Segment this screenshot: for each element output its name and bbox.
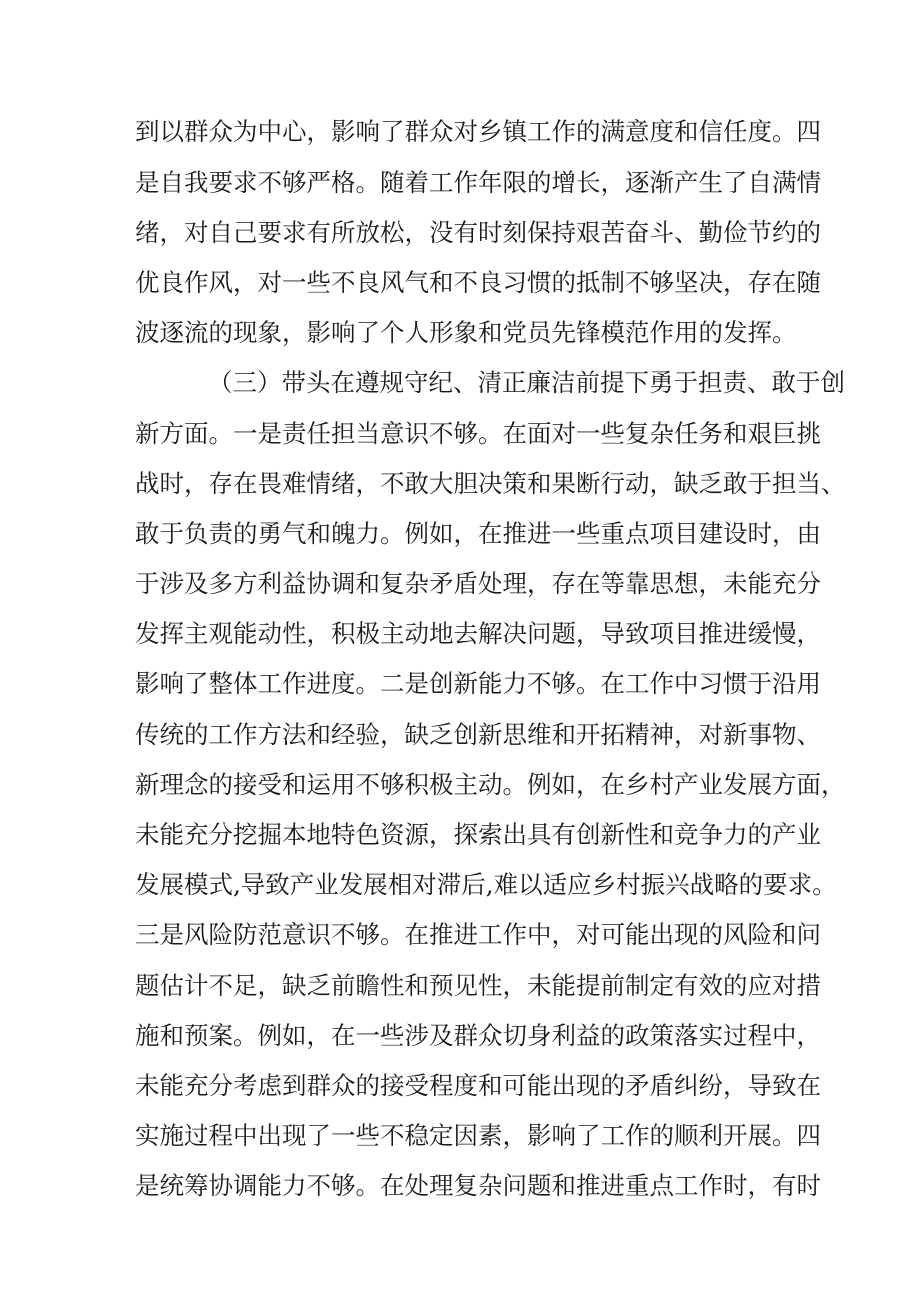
text-line-11: 发挥主观能动性，积极主动地去解决问题，导致项目推进缓慢， [135, 619, 821, 648]
text-line-14: 新理念的接受和运用不够积极主动。例如，在乡村产业发展方面， [135, 770, 846, 799]
text-line-15: 未能充分挖掘本地特色资源，探索出具有创新性和竞争力的产业 [135, 820, 821, 849]
text-line-20: 未能充分考虑到群众的接受程度和可能出现的矛盾纠纷，导致在 [135, 1071, 821, 1100]
text-line-19: 施和预案。例如，在一些涉及群众切身利益的政策落实过程中， [135, 1021, 821, 1050]
text-line-12: 影响了整体工作进度。二是创新能力不够。在工作中习惯于沿用 [135, 669, 821, 698]
text-line-13: 传统的工作方法和经验，缺乏创新思维和开拓精神，对新事物、 [135, 720, 821, 749]
text-line-21: 实施过程中出现了一些不稳定因素，影响了工作的顺利开展。四 [135, 1121, 821, 1150]
text-line-5: 波逐流的现象，影响了个人形象和党员先锋模范作用的发挥。 [135, 318, 797, 347]
text-line-1: 到以群众为中心，影响了群众对乡镇工作的满意度和信任度。四 [135, 117, 821, 146]
text-line-9: 敢于负责的勇气和魄力。例如，在推进一些重点项目建设时，由 [135, 519, 821, 548]
text-line-7: 新方面。一是责任担当意识不够。在面对一些复杂任务和艰巨挑 [135, 419, 821, 448]
text-line-16: 发展模式,导致产业发展相对滞后,难以适应乡村振兴战略的要求。 [135, 870, 837, 899]
text-line-3: 绪，对自己要求有所放松，没有时刻保持艰苦奋斗、勤俭节约的 [135, 218, 821, 247]
text-line-8: 战时，存在畏难情绪，不敢大胆决策和果断行动，缺乏敢于担当、 [135, 469, 846, 498]
text-line-4: 优良作风，对一些不良风气和不良习惯的抵制不够坚决，存在随 [135, 268, 821, 297]
text-line-2: 是自我要求不够严格。随着工作年限的增长，逐渐产生了自满情 [135, 168, 821, 197]
text-line-18: 题估计不足，缺乏前瞻性和预见性，未能提前制定有效的应对措 [135, 971, 821, 1000]
text-line-22: 是统筹协调能力不够。在处理复杂问题和推进重点工作时，有时 [135, 1171, 821, 1200]
text-line-17: 三是风险防范意识不够。在推进工作中，对可能出现的风险和问 [135, 920, 821, 949]
text-line-10: 于涉及多方利益协调和复杂矛盾处理，存在等靠思想，未能充分 [135, 569, 821, 598]
section-heading-line: （三）带头在遵规守纪、清正廉洁前提下勇于担责、敢于创 [208, 368, 845, 397]
